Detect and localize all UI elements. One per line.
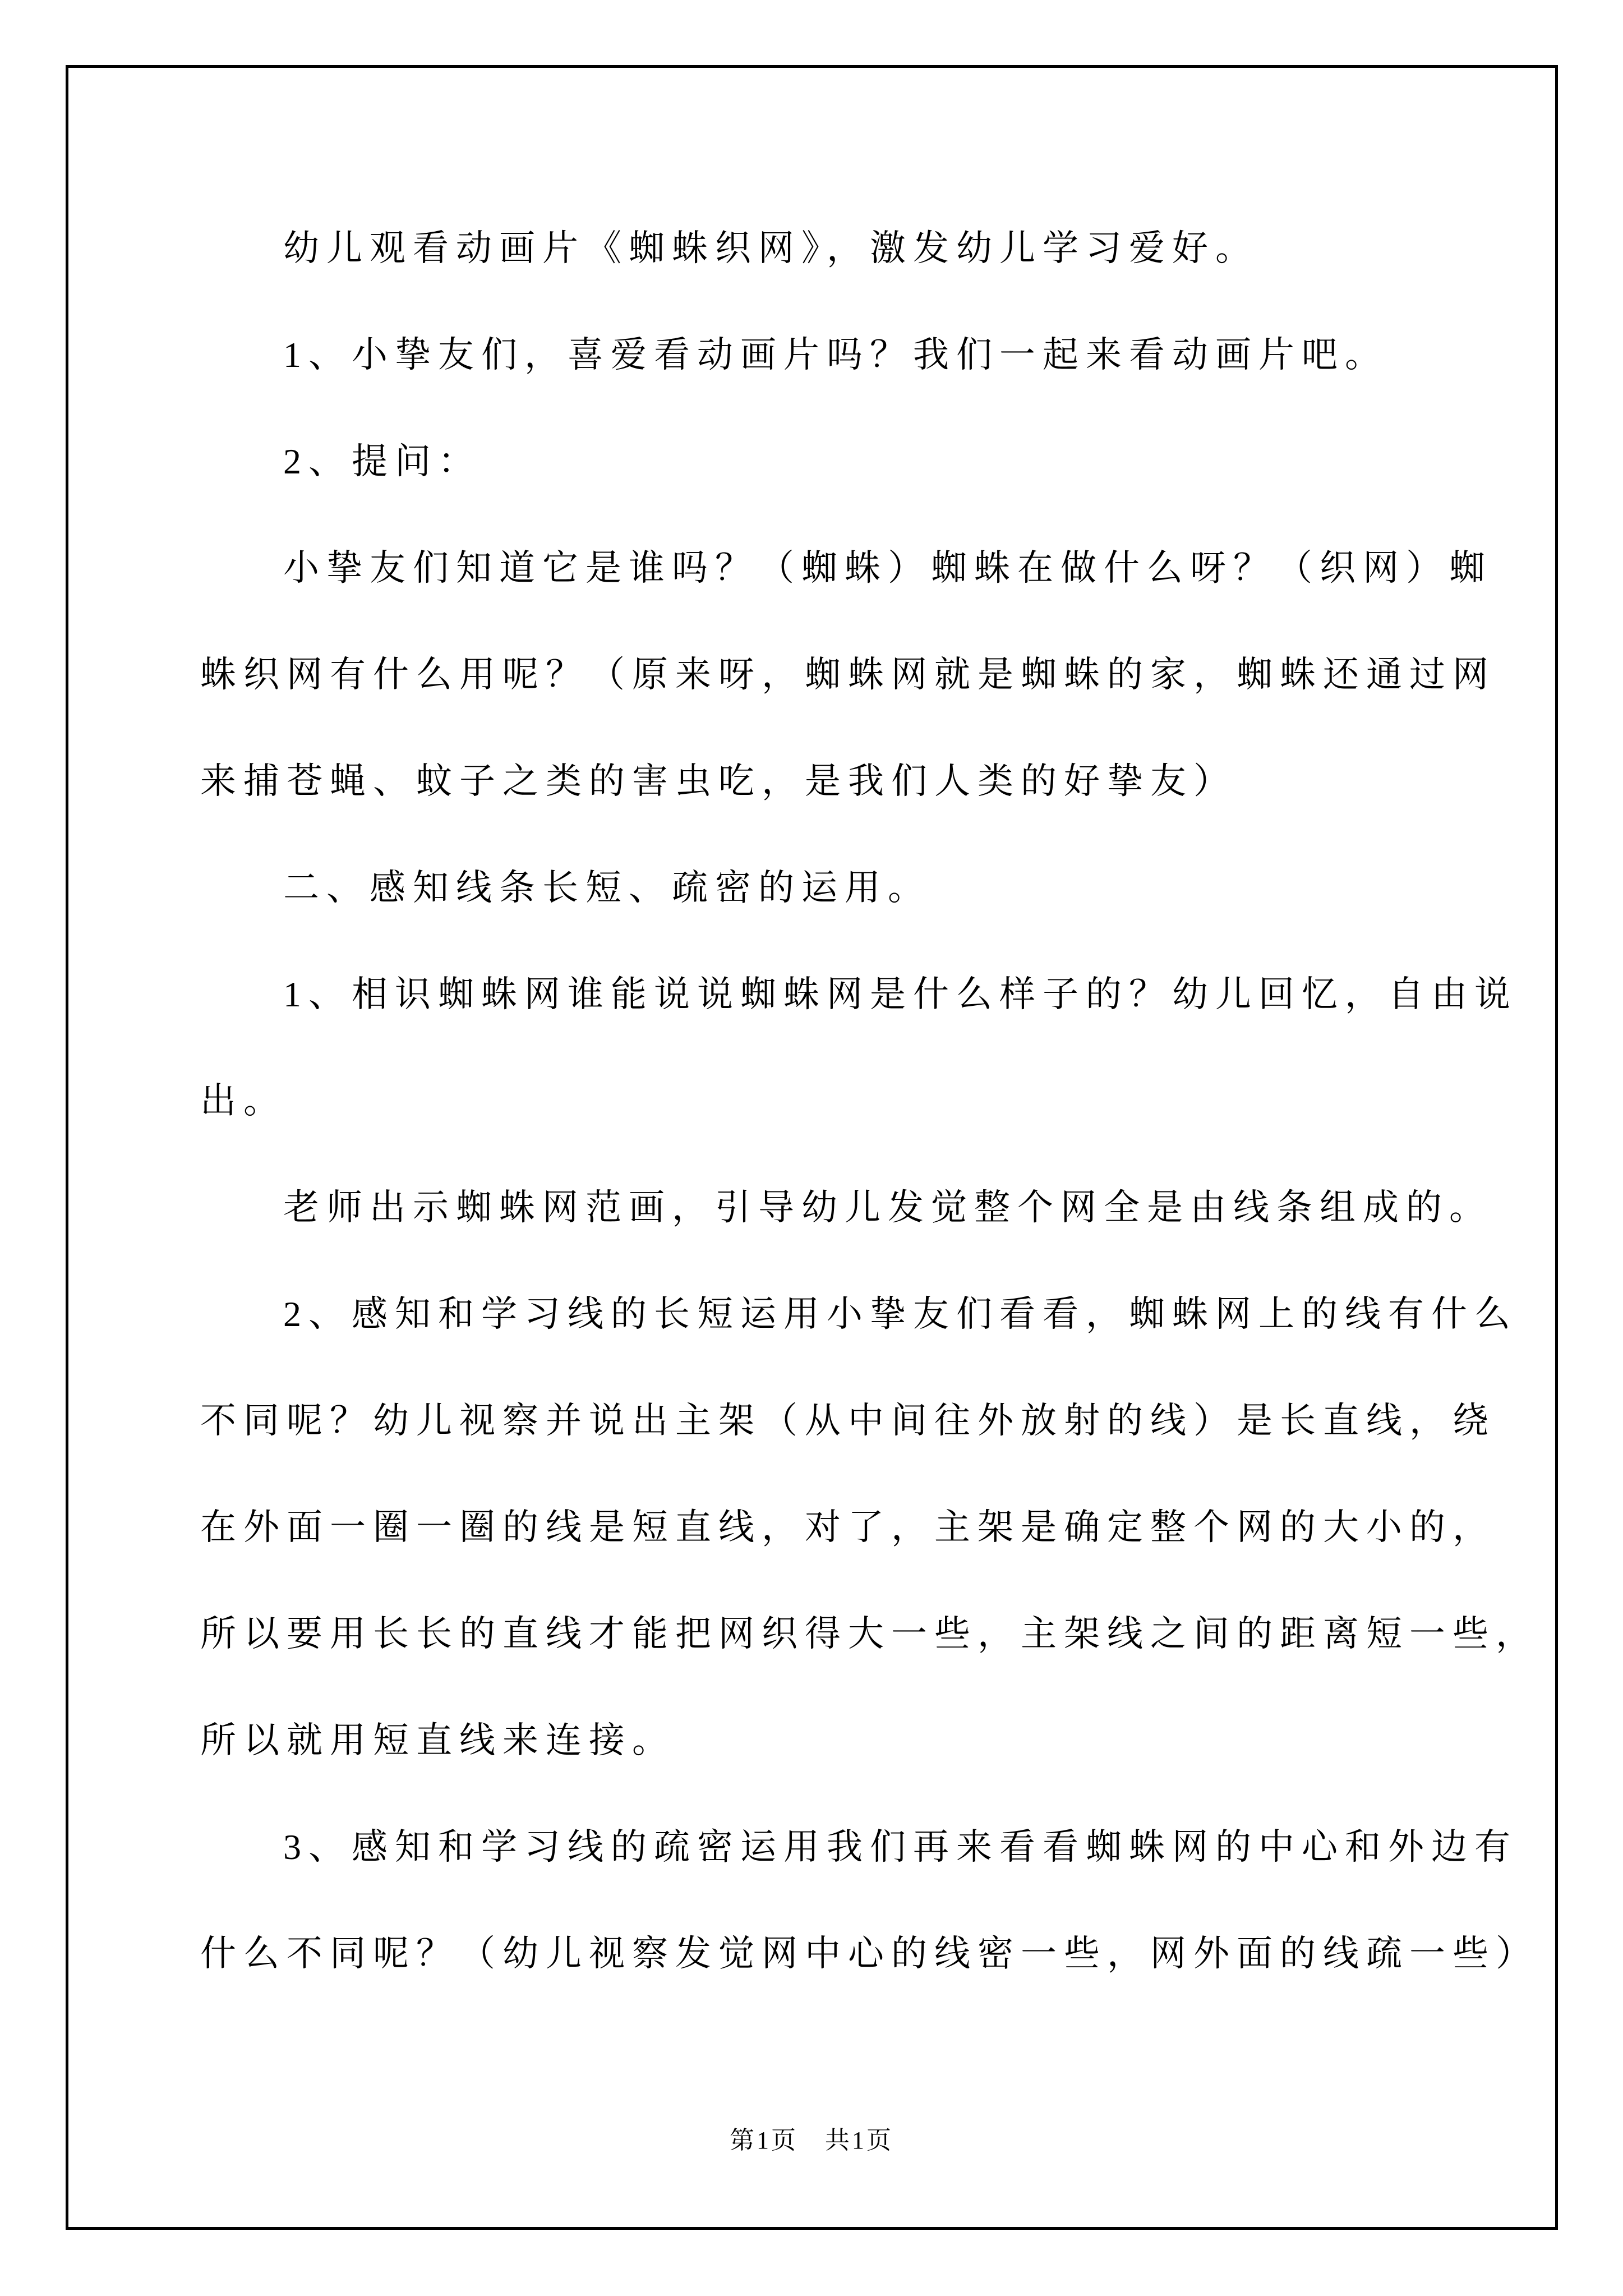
document-line: 老师出示蜘蛛网范画，引导幼儿发觉整个网全是由线条组成的。 [283, 1188, 1492, 1227]
document-line: 不同呢？幼儿视察并说出主架（从中间往外放射的线）是长直线，绕 [200, 1401, 1496, 1441]
document-line: 2、感知和学习线的长短运用小挚友们看看，蜘蛛网上的线有什么 [283, 1294, 1518, 1334]
document-line: 什么不同呢？（幼儿视察发觉网中心的线密一些，网外面的线疏一些） [200, 1934, 1539, 1973]
document-line: 1、小挚友们，喜爱看动画片吗？我们一起来看动画片吧。 [283, 335, 1388, 375]
document-line: 1、相识蜘蛛网谁能说说蜘蛛网是什么样子的？幼儿回忆，自由说 [283, 974, 1518, 1014]
document-line: 2、提问： [283, 441, 481, 481]
document-line: 二、感知线条长短、疏密的运用。 [283, 868, 931, 908]
document-line: 所以要用长长的直线才能把网织得大一些，主架线之间的距离短一些， [200, 1614, 1539, 1654]
document-line: 蛛织网有什么用呢？（原来呀，蜘蛛网就是蜘蛛的家，蜘蛛还通过网 [200, 655, 1496, 694]
document-line: 3、感知和学习线的疏密运用我们再来看看蜘蛛网的中心和外边有 [283, 1827, 1518, 1867]
page-border-frame [66, 65, 1558, 2230]
document-line: 幼儿观看动画片《蜘蛛织网》，激发幼儿学习爱好。 [283, 228, 1258, 268]
document-line: 出。 [200, 1081, 287, 1121]
page-footer: 第1页 共1页 [730, 2127, 893, 2154]
document-line: 在外面一圈一圈的线是短直线，对了，主架是确定整个网的大小的， [200, 1507, 1496, 1547]
document-line: 来捕苍蝇、蚊子之类的害虫吃，是我们人类的好挚友） [200, 761, 1237, 801]
document-line: 所以就用短直线来连接。 [200, 1720, 675, 1760]
document-line: 小挚友们知道它是谁吗？（蜘蛛）蜘蛛在做什么呀？（织网）蜘 [283, 548, 1492, 588]
